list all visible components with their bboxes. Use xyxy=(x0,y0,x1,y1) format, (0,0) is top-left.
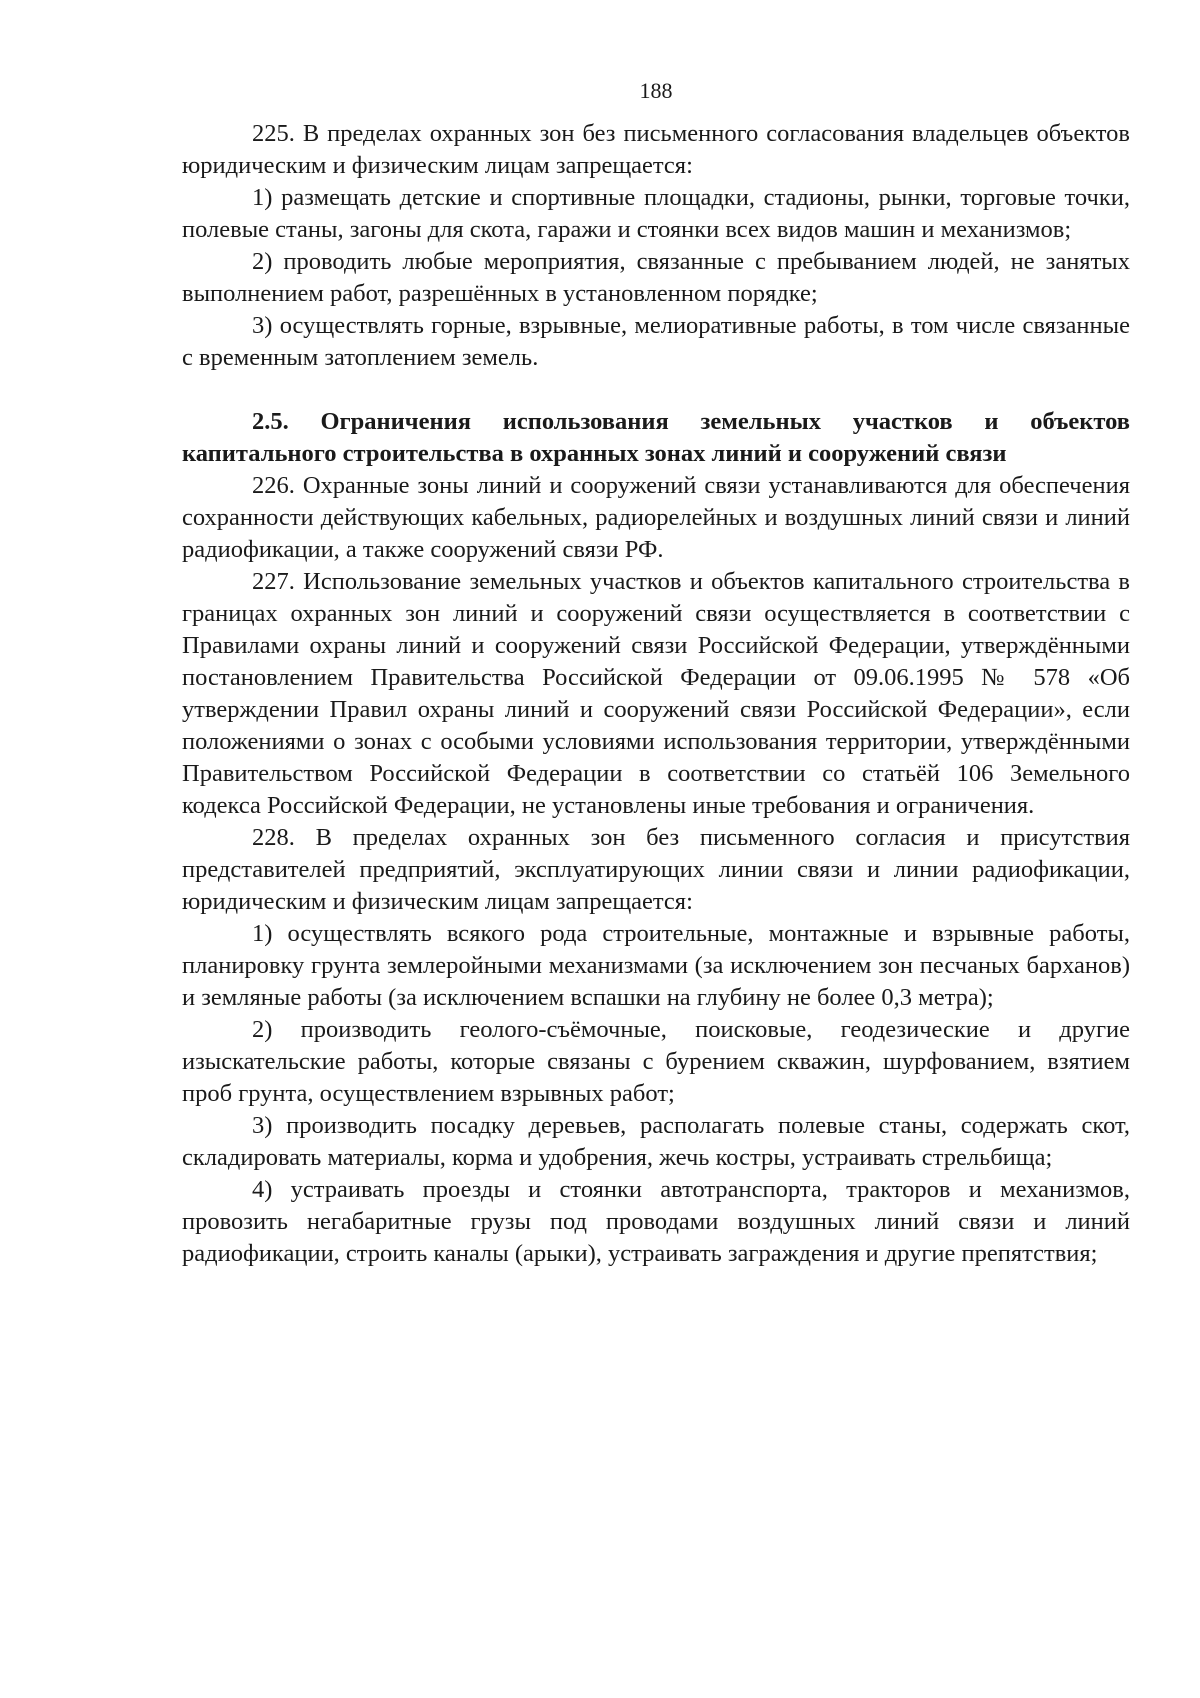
paragraph-225-item-2: 2) проводить любые мероприятия, связанные с пребыванием людей, не занятых выполнением работ, разрешённых в установленном порядке; xyxy=(182,248,1130,307)
paragraph-228-item-4: 4) устраивать проезды и стоянки автотранспорта, тракторов и механизмов, провозить негабаритные грузы под проводами воздушных линий связи и линий радиофикации, строить каналы (арыки), устраивать заграждения и другие препятствия; xyxy=(182,1176,1130,1267)
page-content xyxy=(182,118,1130,1270)
paragraph-228: 228. В пределах охранных зон без письменного согласия и присутствия представителей предприятий, эксплуатирующих линии связи и линии радиофикации, юридическим и физическим лицам запрещается: xyxy=(182,824,1130,915)
paragraph-225: 225. В пределах охранных зон без письменного согласования владельцев объектов юридическим и физическим лицам запрещается: xyxy=(182,120,1130,179)
paragraph-228-item-1: 1) осуществлять всякого рода строительные, монтажные и взрывные работы, планировку грунта землеройными механизмами (за исключением зон песчаных барханов) и земляные работы (за исключением вспашки на глубину не более 0,3 метра); xyxy=(182,920,1130,1011)
paragraph-225-item-3: 3) осуществлять горные, взрывные, мелиоративные работы, в том числе связанные с временным затоплением земель. xyxy=(182,312,1130,371)
paragraph-228-item-2: 2) производить геолого-съёмочные, поисковые, геодезические и другие изыскательские работы, которые связаны с бурением скважин, шурфованием, взятием проб грунта, осуществлением взрывных работ; xyxy=(182,1016,1130,1107)
paragraph-225-item-1: 1) размещать детские и спортивные площадки, стадионы, рынки, торговые точки, полевые станы, загоны для скота, гаражи и стоянки всех видов машин и механизмов; xyxy=(182,184,1130,243)
paragraph-226: 226. Охранные зоны линий и сооружений связи устанавливаются для обеспечения сохранности действующих кабельных, радиорелейных и воздушных линий связи и линий радиофикации, а также сооружений связи РФ. xyxy=(182,472,1130,563)
page-number: 188 xyxy=(639,78,673,103)
paragraph-228-item-3: 3) производить посадку деревьев, располагать полевые станы, содержать скот, складировать материалы, корма и удобрения, жечь костры, устраивать стрельбища; xyxy=(182,1112,1130,1171)
section-heading-2-5: 2.5. Ограничения использования земельных участков и объектов капитального строительства в охранных зонах линий и сооружений связи xyxy=(182,408,1130,467)
paragraph-227: 227. Использование земельных участков и объектов капитального строительства в границах охранных зон линий и сооружений связи осуществляется в соответствии с Правилами охраны линий и сооружений связи Российской Федерации, утверждёнными постановлением Правительства Российской Федерации от 09.06.1995 № 578 «Об утверждении Правил охраны линий и сооружений связи Российской Федерации», если положениями о зонах с особыми условиями использования территории, утверждёнными Правительством Российской Федерации в соответствии со статьёй 106 Земельного кодекса Российской Федерации, не установлены иные требования и ограничения. xyxy=(182,568,1130,819)
